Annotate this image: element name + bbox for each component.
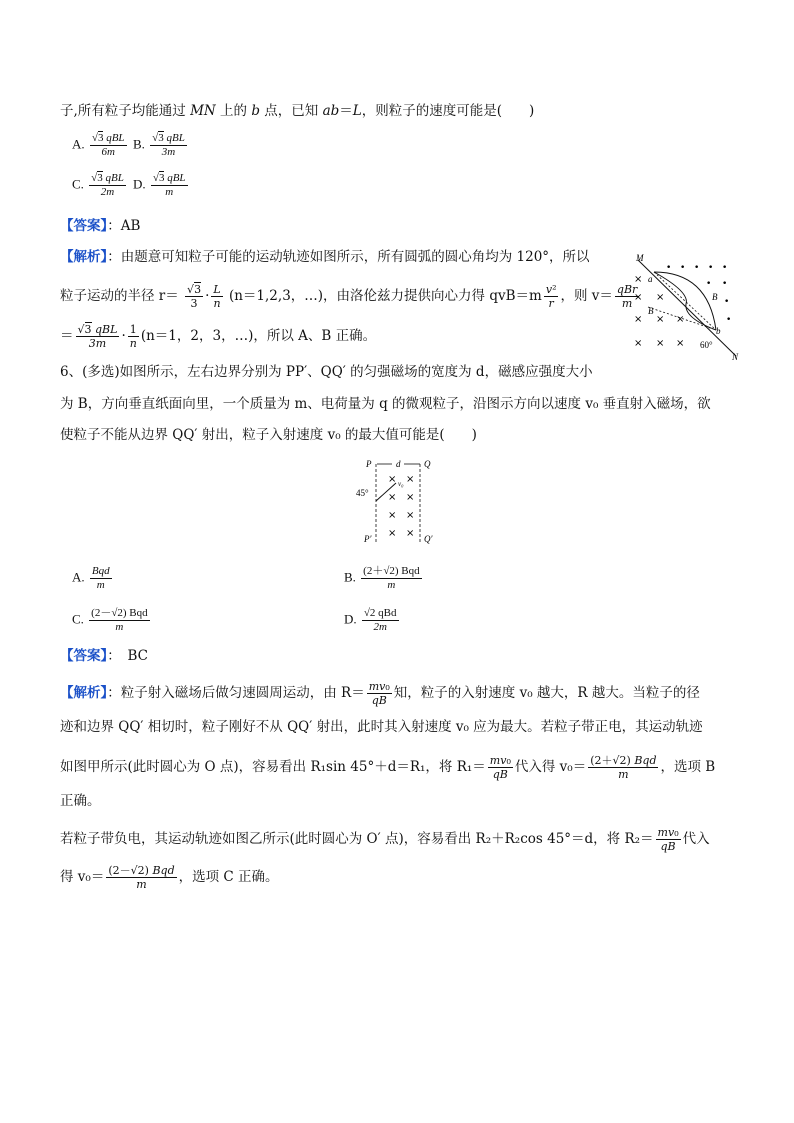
svg-text:×: ×: [656, 338, 665, 349]
magnetic-field-figure-2: [352, 456, 442, 550]
svg-text:•: •: [694, 263, 700, 273]
field-crosses: [634, 274, 684, 349]
svg-text:×: ×: [388, 492, 397, 503]
label-angle-60: 60°: [700, 340, 713, 350]
q6-option-a: A. $\frac{\text{Bqd}}{m}$: [72, 565, 110, 591]
label-q: Q: [424, 459, 431, 469]
svg-text:•: •: [722, 279, 728, 289]
q6-option-d: D. $\frac{\text{√2 qBd}}{2m}$: [344, 607, 397, 633]
svg-text:×: ×: [634, 314, 643, 325]
label-p-prime: P′: [364, 534, 372, 544]
label-angle-45: 45°: [356, 488, 369, 498]
label-width-d: d: [396, 459, 401, 469]
q6-answer: 【答案】： BC: [60, 648, 149, 664]
svg-text:•: •: [666, 263, 672, 273]
svg-text:•: •: [724, 297, 730, 307]
q5-analysis-line2: 粒子运动的半径 r＝ $\frac{√3}{3}$ · $\frac{L}{n}$ (n＝1,2,3，…)，由洛伦兹力提供向心力得 qvB＝m $\frac{\text{v²}}{r}$ ，则 v＝ $\frac{\text{qBr}}{m}$: [60, 283, 638, 310]
label-a: a: [648, 274, 653, 284]
q6-stem-line2: 为 B，方向垂直纸面向里，一个质量为 m、电荷量为 q 的微观粒子，沿图示方向以速度 v₀ 垂直射入磁场，欲: [60, 396, 711, 412]
label-field-b-2: B: [648, 306, 654, 316]
q5-option-c: C. $\frac{\text{√3 qBL}}{2m}$: [72, 172, 124, 198]
svg-text:•: •: [726, 315, 732, 325]
svg-text:•: •: [706, 279, 712, 289]
q6-analysis-line5: 若粒子带负电，其运动轨迹如图乙所示(此时圆心为 O′ 点)，容易看出 R₂＋R₂cos 45°＝d，将 R₂＝ $\frac{\text{mv₀}}{qB}$ 代入: [60, 826, 710, 853]
svg-text:×: ×: [388, 528, 397, 539]
svg-text:×: ×: [406, 510, 415, 521]
label-b: b: [716, 326, 721, 336]
svg-text:•: •: [708, 263, 714, 273]
svg-text:×: ×: [634, 338, 643, 349]
q6-option-c: C. $\frac{\text{(2－√2) Bqd}}{m}$: [72, 607, 148, 633]
svg-text:×: ×: [406, 528, 415, 539]
svg-text:×: ×: [634, 274, 643, 285]
label-m: M: [636, 253, 644, 263]
q5-option-b: B. $\frac{\text{√3 qBL}}{3m}$: [133, 132, 185, 158]
q6-stem-line1: 6、(多选)如图所示，左右边界分别为 PP′、QQ′ 的匀强磁场的宽度为 d，磁感应强度大小: [60, 364, 593, 380]
q6-analysis-line4: 正确。: [60, 793, 101, 809]
q6-analysis-line1: 【解析】：粒子射入磁场后做匀速圆周运动，由 R＝ $\frac{\text{mv₀}}{qB}$ 知，粒子的入射速度 v₀ 越大，R 越大。当粒子的径: [60, 680, 700, 707]
q6-analysis-line3: 如图甲所示(此时圆心为 O 点)，容易看出 R₁sin 45°＋d＝R₁，将 R₁＝ $\frac{\text{mv₀}}{qB}$ 代入得 v₀＝ $\frac{\text{(2＋√2) Bqd}}{m}$ ，选项 B: [60, 754, 716, 781]
label-n: N: [732, 352, 739, 362]
q5-analysis-line1: 【解析】：由题意可知粒子可能的运动轨迹如图所示，所有圆弧的圆心角均为 120°，所以: [60, 249, 590, 265]
q6-stem-line3: 使粒子不能从边界 QQ′ 射出，粒子入射速度 v₀ 的最大值可能是( ): [60, 427, 477, 443]
q5-option-d: D. $\frac{\text{√3 qBL}}{m}$: [133, 172, 186, 198]
svg-text:×: ×: [676, 338, 685, 349]
svg-text:•: •: [680, 263, 686, 273]
q5-stem: 子,所有粒子均能通过 MN 上的 b 点，已知 ab＝L，则粒子的速度可能是( ): [60, 103, 535, 119]
svg-text:×: ×: [406, 474, 415, 485]
trajectory-figure-1: [628, 252, 746, 364]
svg-text:×: ×: [406, 492, 415, 503]
svg-text:×: ×: [656, 292, 665, 303]
q5-analysis-line3: ＝ $\frac{\text{√3 qBL}}{3m}$ · $\frac{1}{n}$ (n＝1，2，3，…)，所以 A、B 正确。: [60, 323, 377, 350]
label-p: P: [366, 459, 372, 469]
label-field-b-1: B: [712, 292, 718, 302]
svg-text:×: ×: [388, 474, 397, 485]
svg-text:×: ×: [388, 510, 397, 521]
svg-text:×: ×: [656, 314, 665, 325]
q6-analysis-line6: 得 v₀＝ $\frac{\text{(2－√2) Bqd}}{m}$ ，选项 C 正确。: [60, 864, 279, 891]
q5-answer: 【答案】：AB: [60, 218, 141, 234]
q5-option-a: A. $\frac{\text{√3 qBL}}{6m}$: [72, 132, 125, 158]
q6-analysis-line2: 迹和边界 QQ′ 相切时，粒子刚好不从 QQ′ 射出，此时其入射速度 v₀ 应为最大。若粒子带正电，其运动轨迹: [60, 719, 703, 735]
q6-option-b: B. $\frac{\text{(2＋√2) Bqd}}{m}$: [344, 565, 420, 591]
svg-text:×: ×: [676, 314, 685, 325]
svg-text:×: ×: [634, 292, 643, 303]
label-v0: v₀: [398, 480, 404, 488]
label-q-prime: Q′: [424, 534, 433, 544]
svg-text:•: •: [722, 263, 728, 273]
